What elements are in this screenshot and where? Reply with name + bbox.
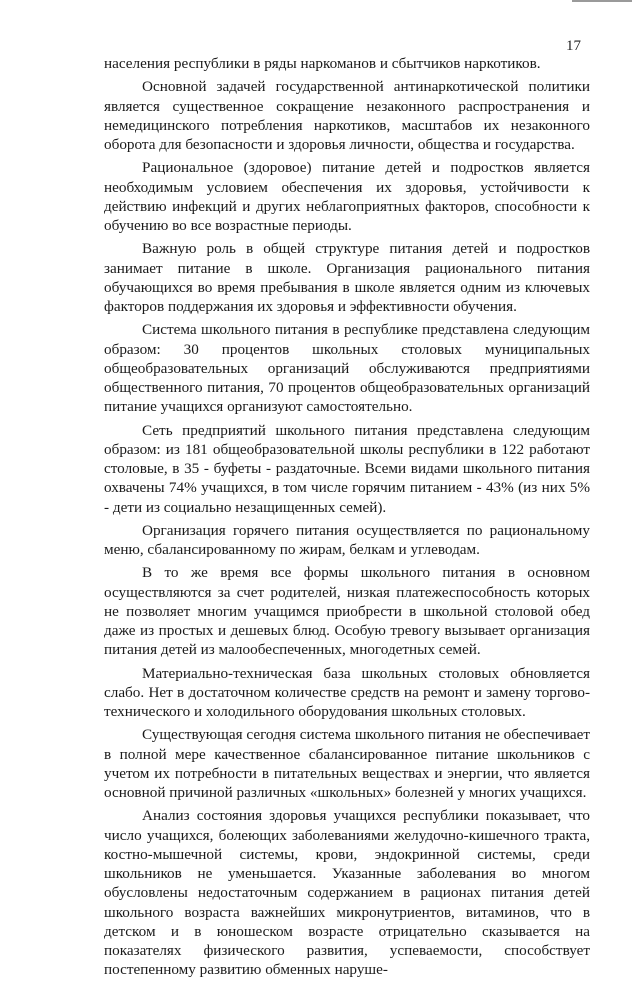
paragraph-5: Система школьного питания в республике представлена следующим образом: 30 процентов школьных столовых муниципальных общеобразовательных организаций обслуживаются предприятиями общественного питания, 70 процентов общеобразовательных организаций питание учащихся организуют самостоятельно.	[104, 321, 590, 416]
scan-edge-mark	[572, 0, 632, 2]
paragraph-2: Основной задачей государственной антинаркотической политики является существенное сокращение незаконного распространения и немедицинского потребления наркотиков, масштабов их незаконного оборота для безопасности и здоровья личности, общества и государства.	[104, 78, 590, 153]
paragraph-6: Сеть предприятий школьного питания представлена следующим образом: из 181 общеобразовательной школы республики в 122 работают столовые, в 35 - буфеты - раздаточные. Всеми видами школьного питания охвачены 74% учащихся, в том числе горячим питанием - 43% (из них 5% - дети из социально незащищенных семей).	[104, 421, 590, 516]
paragraph-1: населения республики в ряды наркоманов и сбытчиков наркотиков.	[104, 55, 541, 72]
paragraph-7: Организация горячего питания осуществляется по рациональному меню, сбалансированному по жирам, белкам и углеводам.	[104, 521, 590, 558]
page-number: 17	[566, 38, 581, 54]
paragraph-10: Существующая сегодня система школьного питания не обеспечивает в полной мере качественное сбалансированное питание школьников с учетом их потребности в питательных веществах и энергии, что является основной причиной различных «школьных» болезней у многих учащихся.	[104, 726, 590, 801]
paragraph-9: Материально-техническая база школьных столовых обновляется слабо. Нет в достаточном количестве средств на ремонт и замену торгово-технического и холодильного оборудования школьных столовых.	[104, 664, 590, 720]
body-text	[104, 54, 590, 984]
paragraph-4: Важную роль в общей структуре питания детей и подростков занимает питание в школе. Организация рационального питания обучающихся во время пребывания в школе является одним из ключевых факторов поддержания их здоровья и эффективности обучения.	[104, 240, 590, 315]
paragraph-3: Рациональное (здоровое) питание детей и подростков является необходимым условием обеспечения их здоровья, устойчивости к действию инфекций и других неблагоприятных факторов, способности к обучению во все возрастные периоды.	[104, 159, 590, 234]
paragraph-8: В то же время все формы школьного питания в основном осуществляются за счет родителей, низкая платежеспособность которых не позволяет многим учащимся приобрести в школьной столовой обед даже из простых и дешевых блюд. Особую тревогу вызывает организация питания детей из малообеспеченных, многодетных семей.	[104, 564, 590, 659]
paragraph-11: Анализ состояния здоровья учащихся республики показывает, что число учащихся, болеющих заболеваниями желудочно-кишечного тракта, костно-мышечной системы, крови, эндокринной системы, среди школьников не уменьшается. Указанные заболевания во многом обусловлены недостаточным содержанием в рационах питания детей школьного возраста важнейших микронутриентов, витаминов, что в детском и в юношеском возрасте отрицательно сказывается на показателях физического развития, успеваемости, способствует постепенному развитию обменных наруше-	[104, 807, 590, 979]
